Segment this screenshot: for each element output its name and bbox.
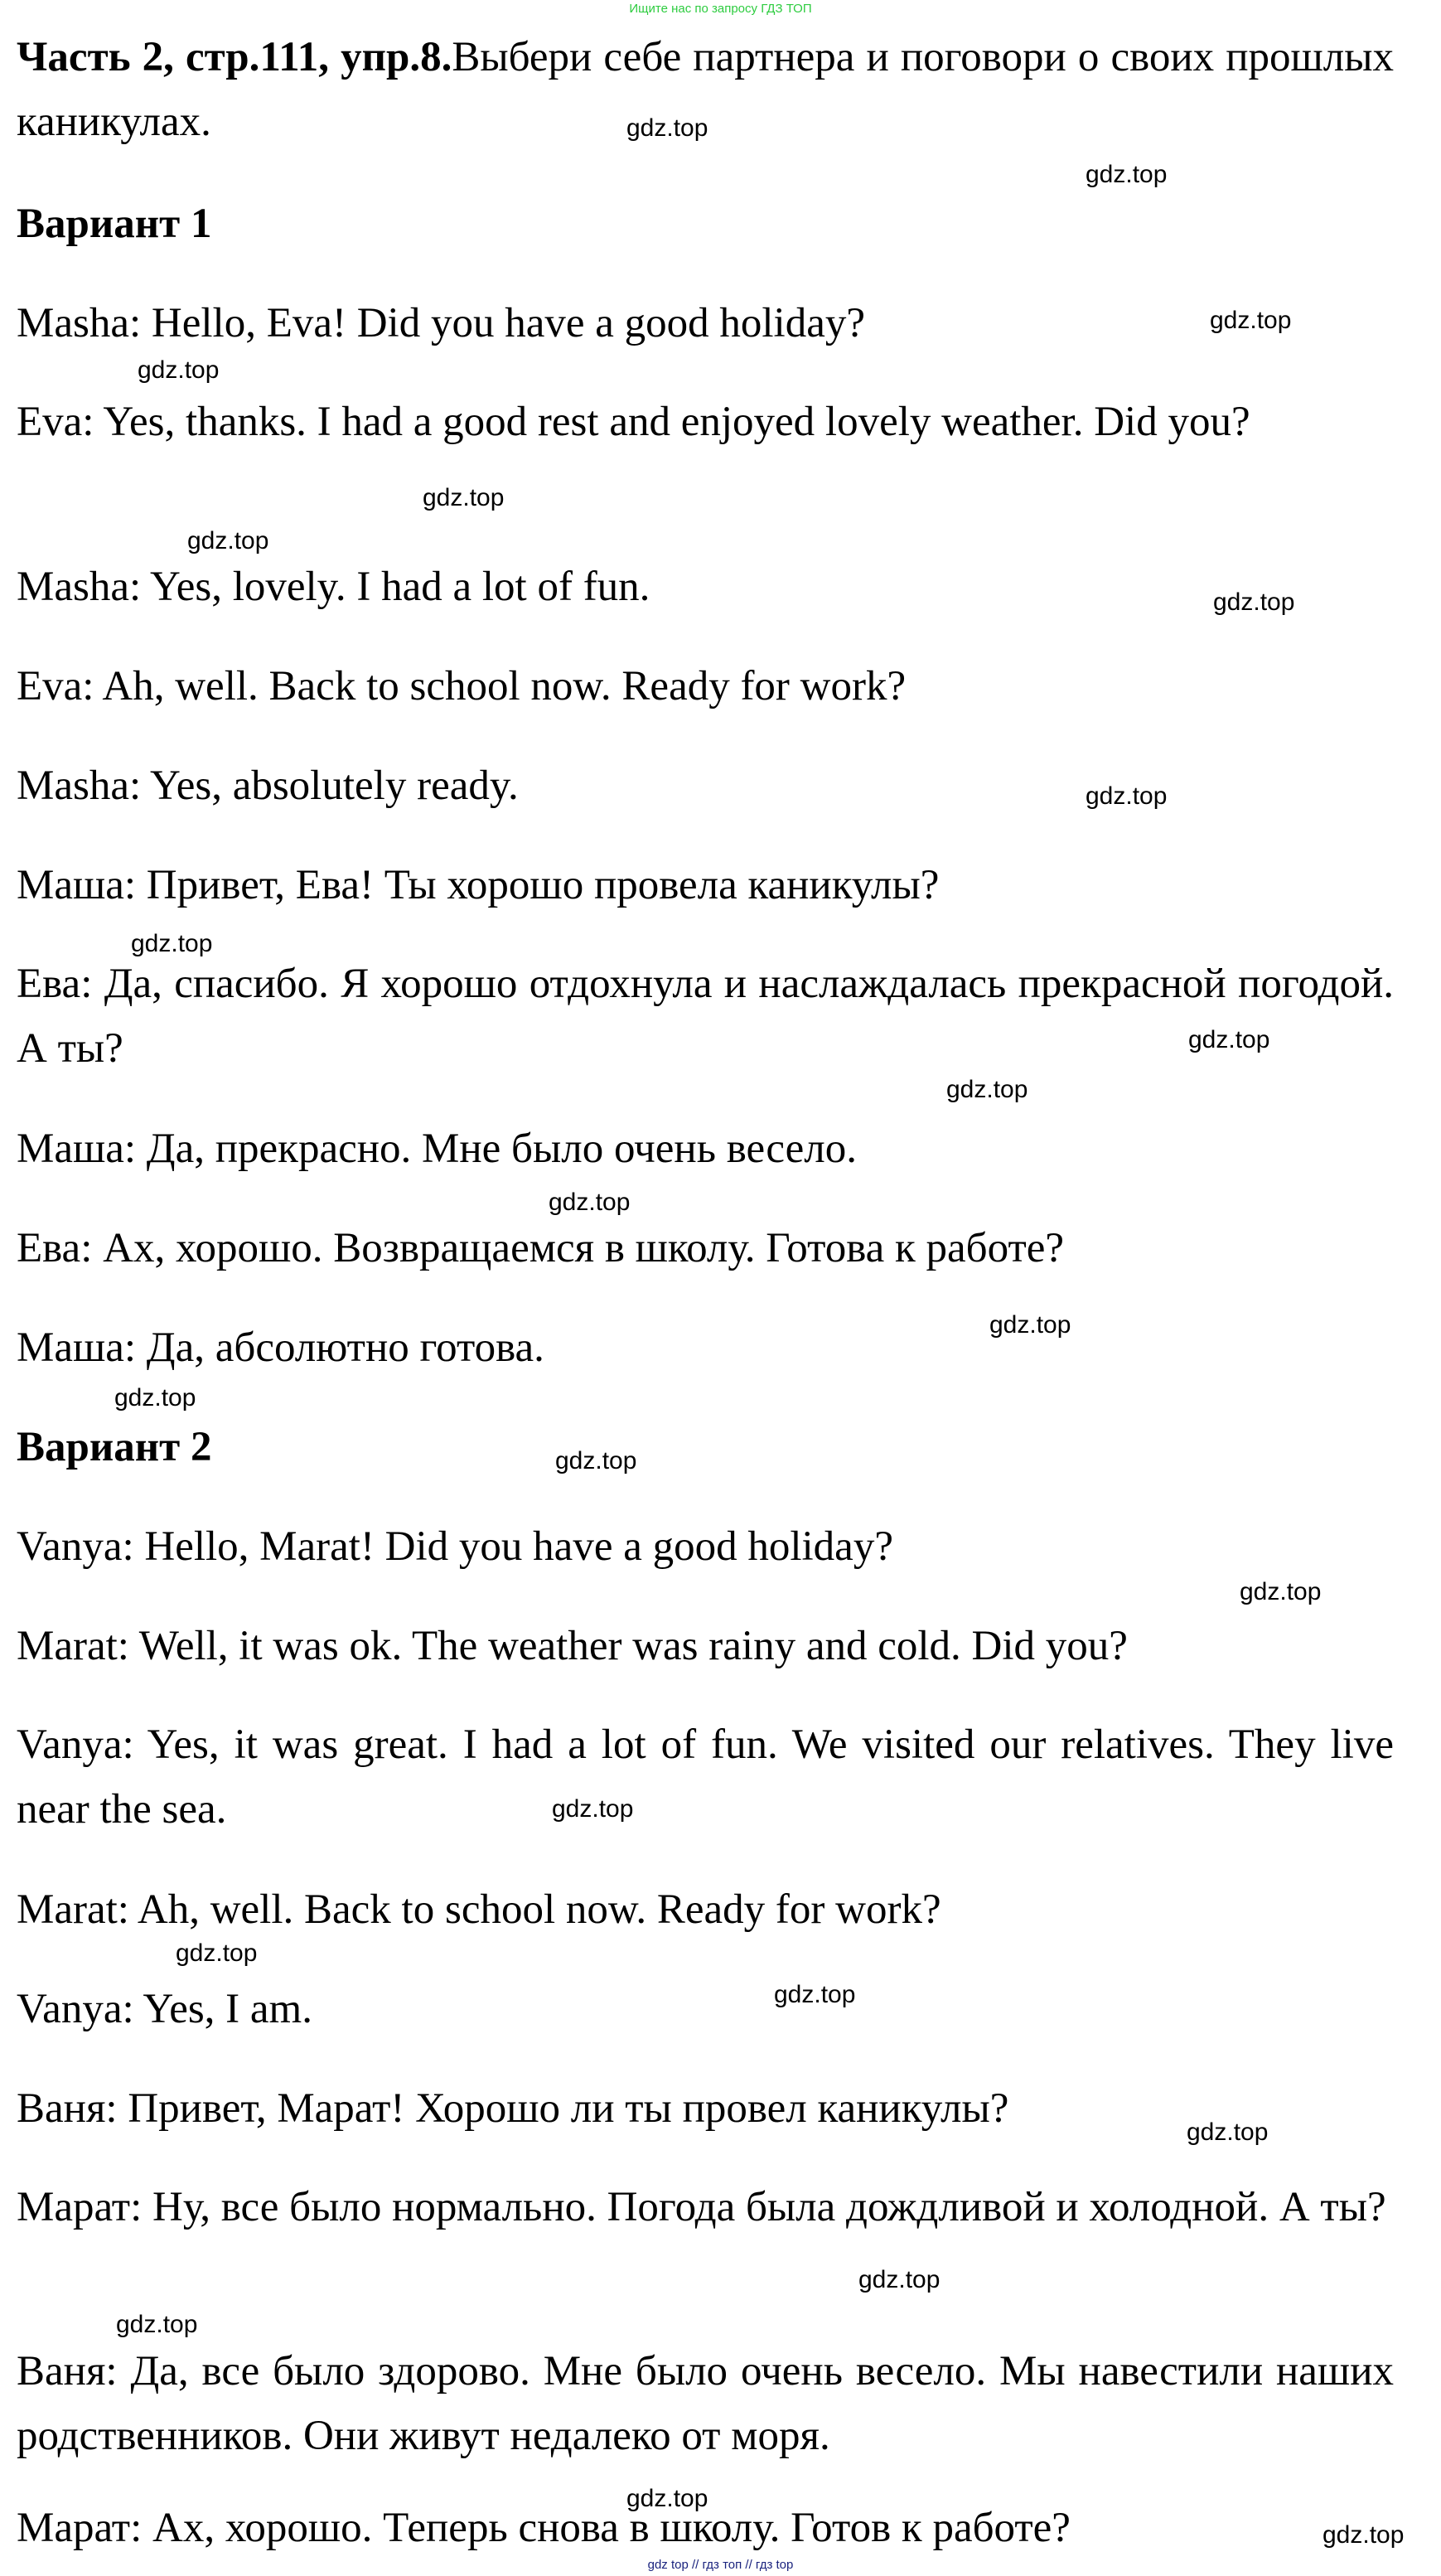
dialogue-line: Ева: Да, спасибо. Я хорошо отдохнула и наслаждалась прекрасной погодой. А ты? <box>17 961 1394 1072</box>
watermark: gdz.top <box>1323 2521 1405 2549</box>
watermark: gdz.top <box>626 114 708 142</box>
dialogue-line: Марат: Ах, хорошо. Теперь снова в школу. Готов к работе? <box>17 2505 1071 2551</box>
variant2-heading: Вариант 2 <box>17 1424 212 1470</box>
watermark: gdz.top <box>138 356 220 384</box>
dialogue-line: Marat: Well, it was ok. The weather was rainy and cold. Did you? <box>17 1623 1128 1669</box>
watermark: gdz.top <box>555 1447 637 1474</box>
dialogue-line: Vanya: Hello, Marat! Did you have a good holiday? <box>17 1523 893 1570</box>
watermark: gdz.top <box>187 527 269 554</box>
watermark: gdz.top <box>858 2266 941 2293</box>
dialogue-line: Ева: Ах, хорошо. Возвращаемся в школу. Готова к работе? <box>17 1225 1065 1271</box>
watermark: gdz.top <box>1240 1578 1322 1605</box>
watermark: gdz.top <box>423 484 505 511</box>
watermark: gdz.top <box>549 1189 631 1216</box>
dialogue-line: Ваня: Привет, Марат! Хорошо ли ты провел каникулы? <box>17 2085 1009 2132</box>
watermark: gdz.top <box>774 1981 856 2008</box>
watermark: gdz.top <box>116 2311 198 2338</box>
watermark: gdz.top <box>131 930 213 957</box>
variant1-heading: Вариант 1 <box>17 201 212 247</box>
task-instruction: Выбери себе партнера и поговори о своих прошлых каникулах. <box>17 34 1394 145</box>
top-banner: Ищите нас по запросу ГДЗ ТОП <box>629 2 812 16</box>
dialogue-line: Eva: Ah, well. Back to school now. Ready for work? <box>17 663 907 709</box>
dialogue-line: Ваня: Да, все было здорово. Мне было очень весело. Мы навестили наших родственников. Они живут недалеко от моря. <box>17 2348 1394 2459</box>
dialogue-line: Marat: Ah, well. Back to school now. Ready for work? <box>17 1886 941 1933</box>
dialogue-line: Марат: Ну, все было нормально. Погода была дождливой и холодной. А ты? <box>17 2184 1386 2230</box>
task-title: Часть 2, стр.111, упр.8. <box>17 34 452 80</box>
watermark: gdz.top <box>552 1795 634 1823</box>
watermark: gdz.top <box>114 1384 196 1411</box>
watermark: gdz.top <box>626 2485 708 2512</box>
dialogue-line: Masha: Hello, Eva! Did you have a good holiday? <box>17 300 865 346</box>
watermark: gdz.top <box>1086 161 1168 188</box>
dialogue-line: Vanya: Yes, I am. <box>17 1986 312 2032</box>
watermark: gdz.top <box>946 1076 1028 1103</box>
watermark: gdz.top <box>1213 588 1295 616</box>
watermark: gdz.top <box>1188 1026 1270 1053</box>
watermark: gdz.top <box>989 1311 1071 1339</box>
dialogue-line: Маша: Да, абсолютно готова. <box>17 1324 544 1371</box>
dialogue-line: Vanya: Yes, it was great. I had a lot of fun. We visited our relatives. They live near the sea. <box>17 1721 1394 1833</box>
dialogue-line: Eva: Yes, thanks. I had a good rest and enjoyed lovely weather. Did you? <box>17 399 1250 445</box>
dialogue-line: Masha: Yes, absolutely ready. <box>17 763 519 809</box>
dialogue-line: Masha: Yes, lovely. I had a lot of fun. <box>17 564 650 610</box>
dialogue-line: Маша: Привет, Ева! Ты хорошо провела каникулы? <box>17 862 940 908</box>
dialogue-line: Маша: Да, прекрасно. Мне было очень весело. <box>17 1126 857 1172</box>
watermark: gdz.top <box>1187 2118 1269 2146</box>
watermark: gdz.top <box>176 1939 258 1967</box>
watermark: gdz.top <box>1086 782 1168 810</box>
watermark: gdz.top <box>1210 307 1292 334</box>
bottom-banner: gdz top // гдз топ // гдз top <box>647 2558 794 2572</box>
